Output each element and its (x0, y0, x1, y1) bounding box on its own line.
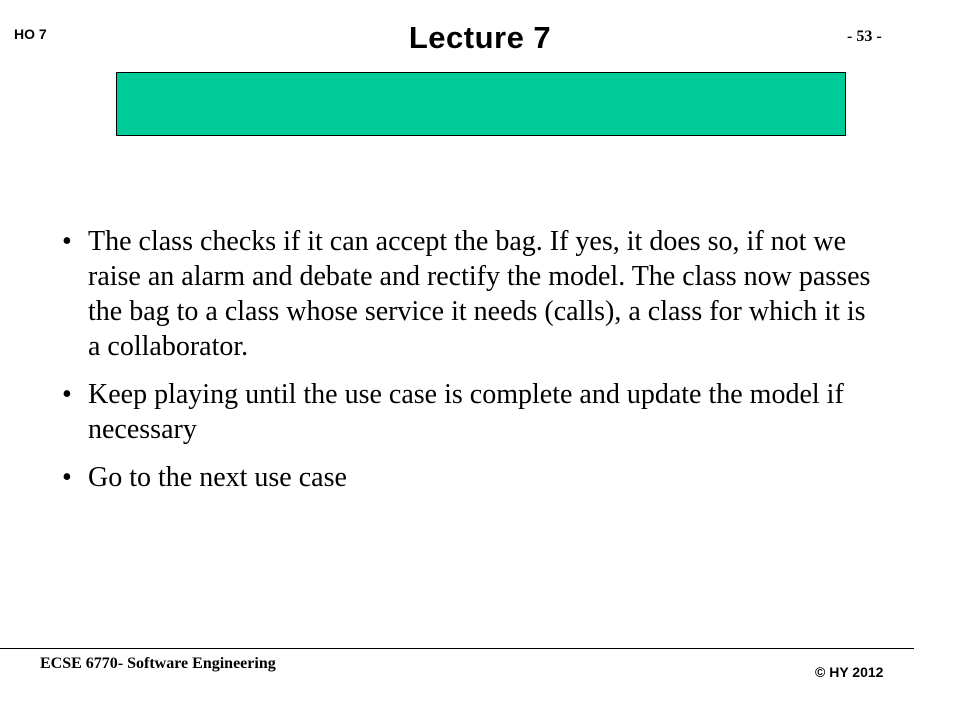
bullet-item (62, 224, 882, 364)
bullet-marker: • (62, 462, 72, 493)
footer-course-title: ECSE 6770- Software Engineering (40, 655, 276, 672)
bullet-list (62, 224, 882, 508)
bullet-marker: • (62, 226, 72, 257)
page-number: - 53 - (847, 28, 882, 45)
bullet-item (62, 460, 882, 495)
footer-copyright: © HY 2012 (815, 664, 884, 680)
bullet-text: The class checks if it can accept the bag. If yes, it does so, if not we raise an alarm and debate and rectify the model. The class now passes the bag to a class whose service it needs (calls), a class for which it is a collaborator. (88, 226, 871, 362)
slide-title-box (116, 72, 846, 136)
page-title: Lecture 7 (408, 20, 552, 55)
bullet-text: Go to the next use case (88, 462, 347, 493)
bullet-marker: • (62, 379, 72, 410)
handout-label: HO 7 (14, 26, 47, 42)
bullet-item (62, 377, 882, 447)
bullet-text: Keep playing until the use case is complete and update the model if necessary (88, 379, 844, 445)
footer-divider (0, 648, 914, 649)
